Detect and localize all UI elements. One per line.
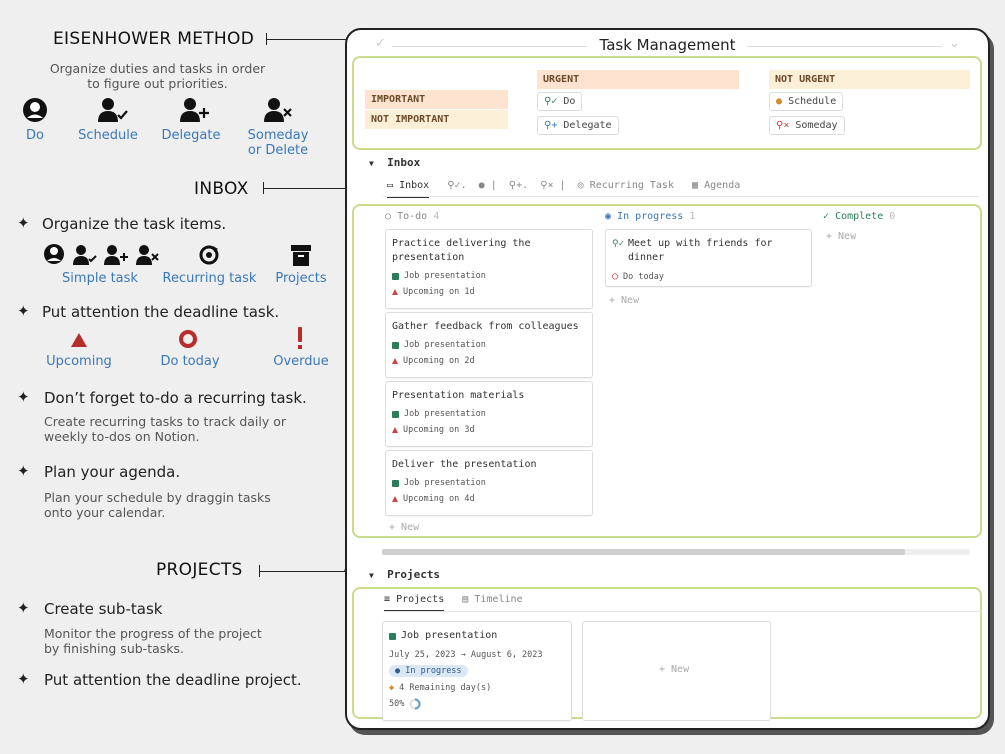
inbox-board	[352, 204, 982, 538]
circle-dot-icon: ◉	[605, 211, 612, 222]
someday-chip[interactable]: ⚲× Someday	[769, 116, 845, 135]
exclamation-icon	[295, 326, 305, 350]
inbox-tabs	[387, 180, 740, 191]
person-check-icon	[98, 97, 128, 123]
inbox-heading[interactable]: ▼ Inbox	[369, 156, 421, 169]
agenda-text: Plan your agenda.	[44, 463, 181, 481]
subtask-sub: Monitor the progress of the project by finishing sub-tasks.	[44, 626, 262, 656]
person-check-icon: ⚲✓	[544, 96, 558, 107]
tab-schedule[interactable]: ⚲✓.	[447, 180, 467, 191]
circle-ring-icon	[178, 329, 198, 349]
archive-box-icon	[392, 411, 399, 418]
window-title: Task Management	[599, 36, 736, 54]
someday-label: Someday or Delete	[247, 128, 309, 158]
edit-list-icon: ≡	[384, 594, 391, 605]
simple-task-label: Simple task	[62, 271, 138, 286]
task-card[interactable]: Practice delivering the presentation Job presentation Upcoming on 1d	[385, 229, 593, 309]
task-card[interactable]: ⚲✓ Meet up with friends for dinner ○ Do today	[605, 229, 812, 287]
chevron-down-icon[interactable]: ✓	[375, 36, 386, 51]
person-check-icon	[73, 244, 97, 266]
not-important-header: NOT IMPORTANT	[365, 110, 508, 129]
subtask-text: Create sub-task	[44, 600, 163, 618]
tab-projects[interactable]: ≡ Projects	[384, 594, 444, 612]
important-header: IMPORTANT	[365, 90, 508, 109]
person-circle-icon	[43, 243, 65, 265]
complete-new-button[interactable]: + New	[826, 231, 857, 242]
archive-box-icon	[392, 480, 399, 487]
triangle-up-icon	[392, 289, 398, 295]
projects-heading[interactable]: ▼ Projects	[369, 568, 441, 581]
tab-do[interactable]: ● |	[478, 180, 497, 191]
do-chip[interactable]: ⚲✓ Do	[537, 92, 582, 111]
eisenhower-subtitle: Organize duties and tasks in order to figure out priorities.	[49, 61, 266, 91]
triangle-up-icon	[70, 332, 88, 348]
schedule-chip[interactable]: ● Schedule	[769, 92, 843, 111]
organize-text: Organize the task items.	[42, 215, 227, 233]
upcoming-label: Upcoming	[46, 354, 112, 369]
diamond-icon: ◆	[389, 683, 395, 693]
projects-label: Projects	[275, 271, 327, 286]
inbox-guide-title: INBOX	[194, 179, 249, 199]
tab-recurring[interactable]: ◎ Recurring Task	[577, 180, 674, 191]
person-x-icon	[136, 244, 160, 266]
chevron-down-icon[interactable]: ⌄	[949, 36, 960, 51]
deadline-text: Put attention the deadline task.	[42, 303, 280, 321]
progress-new-button[interactable]: + New	[609, 295, 640, 306]
horizontal-scrollbar[interactable]	[382, 549, 970, 555]
delegate-label: Delegate	[161, 128, 221, 143]
project-dates: July 25, 2023 → August 6, 2023	[389, 650, 543, 660]
delegate-chip[interactable]: ⚲+ Delegate	[537, 116, 619, 135]
person-circle-icon	[22, 97, 48, 123]
bullet-star-icon: ✦	[17, 670, 30, 688]
tab-inbox[interactable]: ▭ Inbox	[387, 180, 429, 198]
do-today-label: Do today	[160, 354, 220, 369]
projects-guide-title: PROJECTS	[156, 560, 243, 580]
eisenhower-matrix	[352, 56, 982, 150]
archive-box-icon	[392, 273, 399, 280]
person-add-icon: ⚲+	[544, 120, 558, 131]
timeline-icon: ▤	[462, 594, 469, 605]
archive-box-icon	[392, 342, 399, 349]
recurring-task-label: Recurring task	[162, 271, 257, 286]
recurring-text: Don’t forget to-do a recurring task.	[44, 389, 307, 407]
bullet-star-icon: ✦	[17, 462, 30, 480]
tab-someday[interactable]: ⚲× |	[540, 180, 566, 191]
person-check-icon: ⚲✓	[612, 239, 625, 249]
bullet-star-icon: ✦	[17, 302, 30, 320]
dot-icon: ●	[395, 666, 401, 676]
task-card[interactable]: Deliver the presentation Job presentation Upcoming on 4d	[385, 450, 593, 516]
bullet-star-icon: ✦	[17, 388, 30, 406]
person-circle-icon: ●	[776, 96, 783, 107]
agenda-sub: Plan your schedule by draggin tasks onto your calendar.	[44, 490, 271, 520]
triangle-up-icon	[392, 427, 398, 433]
bullet-star-icon: ✦	[17, 599, 30, 617]
todo-column-header: ○ To-do 4	[385, 211, 440, 222]
project-card[interactable]: Job presentation July 25, 2023 → August 6, 2023 ● In progress ◆ 4 Remaining day(s) 50%	[382, 621, 572, 721]
tab-agenda[interactable]: ▦ Agenda	[692, 180, 741, 191]
person-x-icon	[264, 97, 294, 123]
tab-timeline[interactable]: ▤ Timeline	[462, 594, 523, 605]
archive-box-icon	[290, 243, 312, 267]
do-label: Do	[26, 128, 44, 143]
bullet-star-icon: ✦	[17, 214, 30, 232]
status-badge: ● In progress	[389, 665, 468, 677]
tab-delegate[interactable]: ⚲+.	[508, 180, 529, 191]
overdue-label: Overdue	[273, 354, 329, 369]
check-circle-icon: ✓	[823, 211, 830, 222]
deadline-project-text: Put attention the deadline project.	[44, 671, 302, 689]
circle-empty-icon: ○	[385, 211, 392, 222]
calendar-icon: ▦	[692, 180, 699, 191]
triangle-up-icon	[392, 496, 398, 502]
recurring-sub: Create recurring tasks to track daily or weekly to-dos on Notion.	[44, 414, 287, 444]
task-card[interactable]: Presentation materials Job presentation Upcoming on 3d	[385, 381, 593, 447]
projects-board	[352, 587, 982, 719]
archive-box-icon	[389, 633, 396, 640]
person-add-icon	[104, 244, 128, 266]
in-progress-column-header: ◉ In progress 1	[605, 211, 696, 222]
circle-ring-icon: ○	[612, 271, 619, 282]
todo-new-button[interactable]: + New	[389, 522, 420, 533]
not-urgent-header: NOT URGENT	[769, 70, 970, 89]
task-card[interactable]: Gather feedback from colleagues Job presentation Upcoming on 2d	[385, 312, 593, 378]
recurring-icon: ◎	[577, 180, 584, 191]
triangle-up-icon	[392, 358, 398, 364]
progress-ring-icon	[409, 698, 421, 710]
eisenhower-title: EISENHOWER METHOD	[53, 29, 255, 49]
schedule-label: Schedule	[78, 128, 138, 143]
urgent-header: URGENT	[537, 70, 739, 89]
scrollbar-thumb[interactable]	[382, 549, 905, 555]
new-project-card[interactable]: + New	[582, 621, 771, 721]
complete-column-header: ✓ Complete 0	[823, 211, 896, 222]
projects-tabs	[384, 594, 523, 605]
recurring-icon	[198, 244, 220, 266]
laptop-icon: ▭	[387, 180, 394, 191]
notion-window	[345, 28, 990, 730]
person-x-icon: ⚲×	[776, 120, 790, 131]
person-add-icon	[180, 97, 210, 123]
